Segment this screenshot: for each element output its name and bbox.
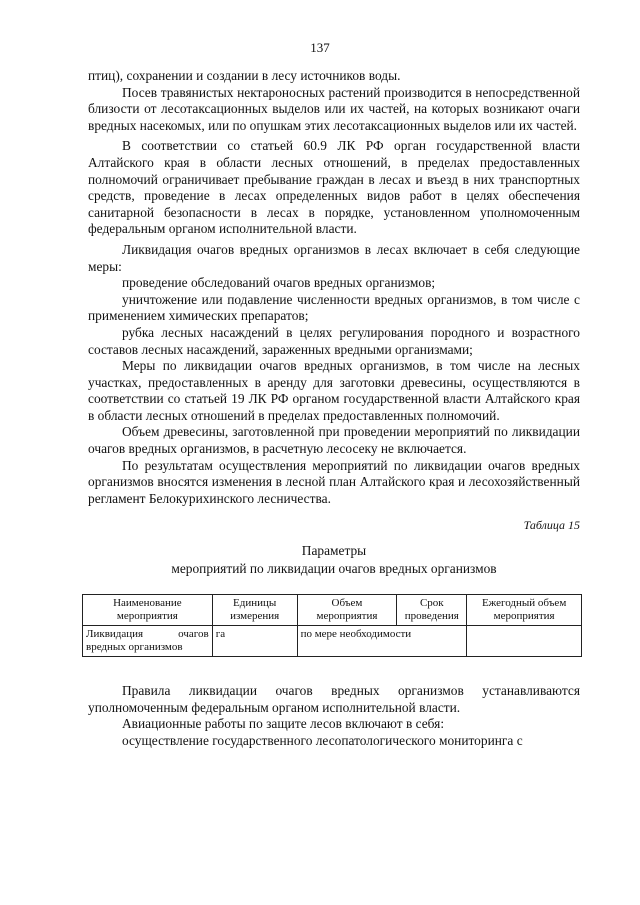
table-cell: Ликвидация очагов вредных организмов [83,626,213,657]
table-title-line: мероприятий по ликвидации очагов вредных организмов [171,561,497,577]
paragraph: По результатам осуществления мероприятий по ликвидации очагов вредных организмов вносятся изменения в лесной план Алтайского края и лесохозяйственный регламент Белокурихинского лесничества. [88,457,580,506]
list-item: осуществление государственного лесопатологического мониторинга с [122,732,523,748]
paragraph: Авиационные работы по защите лесов включают в себя: [122,716,445,732]
page-number: 137 [310,40,330,55]
after-table-section [88,683,580,749]
paragraph: Правила ликвидации очагов вредных организмов устанавливаются уполномоченным федеральным органом исполнительной власти. [88,683,580,715]
table-label: Таблица 15 [523,518,580,533]
paragraph: В соответствии со статьей 60.9 ЛК РФ орган государственной власти Алтайского края в области лесных отношений, в пределах предоставленных полномочий ограничивает пребывание граждан в лесах и въезд в них транспортных средств, проведение в лесах определенных видов работ в целях обеспечения санитарной безопасности в лесах в порядке, установленном уполномоченным федеральным органом исполнительной власти. [88,138,580,237]
parameters-table [82,594,582,657]
paragraph: Посев травянистых нектароносных растений производится в непосредственной близости от лесотаксационных выделов или их частей, на которых возникают очаги вредных насекомых, или по опушкам этих лесотаксационных выделов или их частей. [88,84,580,133]
column-header: Ежегодный объем мероприятия [467,595,582,626]
list-item: проведение обследований очагов вредных организмов; [122,275,436,291]
column-header: Срок проведения [397,595,467,626]
table-title-line: Параметры [301,543,367,559]
paragraph: птиц), сохранении и создании в лесу источников воды. [88,68,401,83]
table-header-row [83,595,582,626]
column-header: Единицы измерения [212,595,297,626]
list-item: уничтожение или подавление численности вредных организмов, в том числе с применением химических препаратов; [88,291,580,324]
table-cell: га [212,626,297,657]
table-cell [467,626,582,657]
list-item: рубка лесных насаждений в целях регулирования породного и возрастного составов лесных насаждений, зараженных вредными организмами; [88,324,580,357]
table-row [83,626,582,657]
column-header: Наименование мероприятия [83,595,213,626]
paragraph: Объем древесины, заготовленной при проведении мероприятий по ликвидации очагов вредных организмов, в расчетную лесосеку не включается. [88,424,580,457]
paragraph: Меры по ликвидации очагов вредных организмов, в том числе на лесных участках, предоставленных в аренду для заготовки древесины, осуществляются в соответствии со статьей 19 ЛК РФ органом государственной власти Алтайского края в области лесных отношений в пределах предоставленных полномочий. [88,358,580,423]
table-cell: по мере необходимости [297,626,467,657]
paragraph: Ликвидация очагов вредных организмов в лесах включает в себя следующие меры: [88,241,580,274]
column-header: Объем мероприятия [297,595,397,626]
table-title [88,542,580,578]
document-body [88,68,580,749]
